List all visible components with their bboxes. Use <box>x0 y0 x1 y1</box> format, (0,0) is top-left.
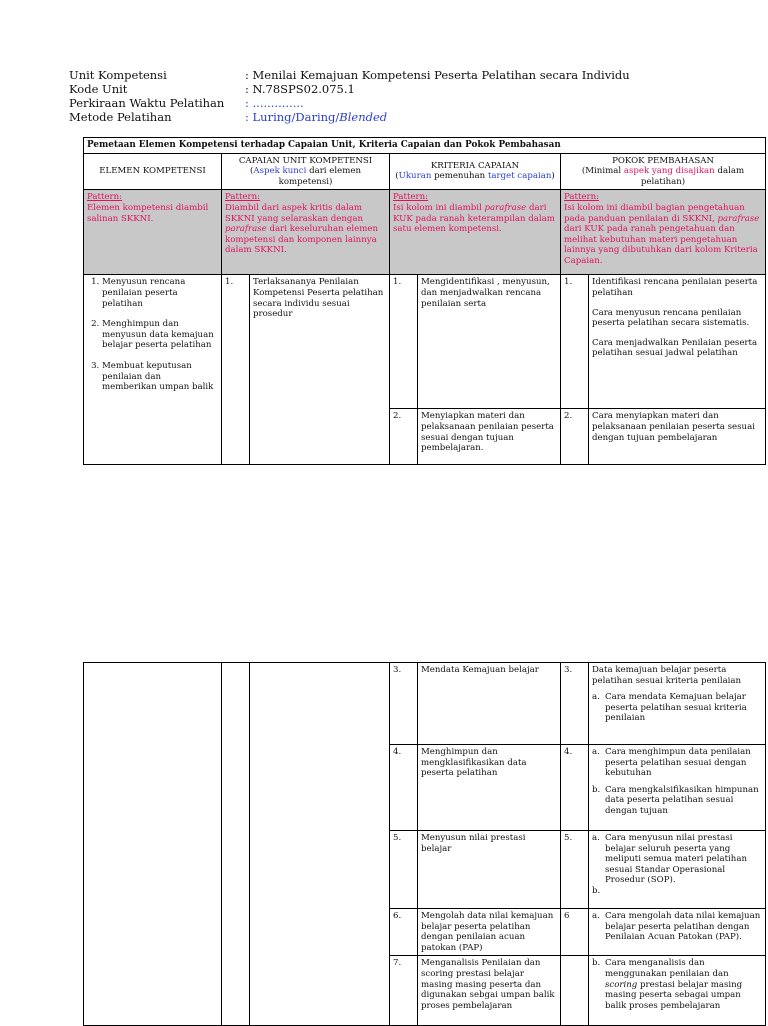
kriteria-text: Menyiapkan materi dan pelaksanaan penilaian peserta sesuai dengan tujuan pembelajaran. <box>418 409 561 465</box>
pattern-kriteria: Pattern: Isi kolom ini diambil parafrase dari KUK pada ranah keterampilan dalam satu elemen kompetensi. <box>390 190 561 275</box>
unit-info <box>69 68 630 124</box>
elemen-empty-cell <box>84 663 222 1026</box>
pokok-number: 2. <box>561 409 589 465</box>
waktu-value: : .............. <box>245 96 304 110</box>
kriteria-number: 5. <box>390 831 418 909</box>
metode-value: : Luring/Daring/Blended <box>245 110 388 124</box>
kriteria-text: Mendata Kemajuan belajar <box>418 663 561 745</box>
kode-label: Kode Unit <box>69 82 128 96</box>
kriteria-text: Mengolah data nilai kemajuan belajar peserta pelatihan dengan penilaian acuan patokan (PAP) <box>418 909 561 956</box>
kode-value: : N.78SPS02.075.1 <box>245 82 355 96</box>
pokok-text: b. Cara menganalisis dan menggunakan penilaian dan scoring prestasi belajar masing masing peserta sebagai umpan balik proses pembelajaran <box>589 956 766 1026</box>
pokok-number-empty <box>561 956 589 1026</box>
kriteria-number: 2. <box>390 409 418 465</box>
list-item: 3. Membuat keputusan penilaian dan memberikan umpan balik <box>102 361 218 393</box>
list-item: 2. Menghimpun dan menyusun data kemajuan belajar peserta pelatihan <box>102 319 218 351</box>
unit-value: : Menilai Kemajuan Kompetensi Peserta Pelatihan secara Individu <box>245 68 630 82</box>
capaian-number: 1. <box>222 275 250 465</box>
elemen-list-cell <box>84 275 222 465</box>
pattern-pokok: Pattern: Isi kolom ini diambil bagian pengetahuan pada panduan penilaian di SKKNI, parafrase dari KUK pada ranah pengetahuan dan melihat kebutuhan materi pengetahuan lainnya yang dibutuhkan dari kolom Kriteria Capaian. <box>561 190 766 275</box>
kriteria-number: 4. <box>390 745 418 831</box>
header-elemen: ELEMEN KOMPETENSI <box>84 153 222 190</box>
list-item: 1. Menyusun rencana penilaian peserta pelatihan <box>102 277 218 309</box>
pokok-number: 3. <box>561 663 589 745</box>
pokok-text: Data kemajuan belajar peserta pelatihan sesuai kriteria penilaian a. Cara mendata Kemajuan belajar peserta pelatihan sesuai kriteria penilaian <box>589 663 766 745</box>
kriteria-text: Menghimpun dan mengklasifikasikan data peserta pelatihan <box>418 745 561 831</box>
pokok-text: a. Cara menyusun nilai prestasi belajar seluruh peserta yang meliputi semua materi pelatihan sesuai Standar Operasional Prosedur (SOP). b. <box>589 831 766 909</box>
pokok-number: 6 <box>561 909 589 956</box>
capaian-number-empty <box>222 663 250 1026</box>
pokok-text: a. Cara mengolah data nilai kemajuan belajar peserta pelatihan dengan Penilaian Acuan Patokan (PAP). <box>589 909 766 956</box>
unit-label: Unit Kompetensi <box>69 68 167 82</box>
kriteria-text: Menganalisis Penilaian dan scoring prestasi belajar masing masing peserta dan digunakan sebgai umpan balik proses pembelajaran <box>418 956 561 1026</box>
metode-label: Metode Pelatihan <box>69 110 172 124</box>
pokok-text: Cara menyiapkan materi dan pelaksanaan penilaian peserta sesuai dengan tujuan pembelajaran <box>589 409 766 465</box>
kriteria-number: 3. <box>390 663 418 745</box>
capaian-empty-cell <box>250 663 390 1026</box>
pattern-capaian: Pattern: Diambil dari aspek kritis dalam SKKNI yang selaraskan dengan parafrase dari keseluruhan elemen kompetensi dan komponen lainnya dalam SKKNI. <box>222 190 390 275</box>
pokok-text: a. Cara menghimpun data penilaian peserta pelatihan sesuai dengan kebutuhan b. Cara mengkalsifikasikan himpunan data peserta pelatihan sesuai dengan tujuan <box>589 745 766 831</box>
pokok-number: 5. <box>561 831 589 909</box>
capaian-text: Terlaksananya Penilaian Kompetensi Peserta pelatihan secara individu sesuai prosedur <box>250 275 390 465</box>
kriteria-text: Menyusun nilai prestasi belajar <box>418 831 561 909</box>
elemen-list <box>87 277 218 392</box>
kriteria-number: 1. <box>390 275 418 409</box>
pattern-elemen: Pattern: Elemen kompetensi diambil salinan SKKNI. <box>84 190 222 275</box>
header-capaian: CAPAIAN UNIT KOMPETENSI (Aspek kunci dari elemen kompetensi) <box>222 153 390 190</box>
kriteria-number: 7. <box>390 956 418 1026</box>
header-pokok: POKOK PEMBAHASAN (Minimal aspek yang disajikan dalam pelatihan) <box>561 153 766 190</box>
mapping-table-1 <box>83 137 766 465</box>
mapping-table-2 <box>83 662 766 1026</box>
pokok-text: Identifikasi rencana penilaian peserta pelatihan Cara menyusun rencana penilaian peserta pelatihan secara sistematis. Cara menjadwalkan Penilaian peserta pelatihan sesuai jadwal pelatihan <box>589 275 766 409</box>
pokok-number: 1. <box>561 275 589 409</box>
kriteria-number: 6. <box>390 909 418 956</box>
kriteria-text: Mengidentifikasi , menyusun, dan menjadwalkan rencana penilaian serta <box>418 275 561 409</box>
table-title: Pemetaan Elemen Kompetensi terhadap Capaian Unit, Kriteria Capaian dan Pokok Pembahasan <box>84 138 766 154</box>
waktu-label: Perkiraan Waktu Pelatihan <box>69 96 225 110</box>
header-kriteria: KRITERIA CAPAIAN (Ukuran pemenuhan target capaian) <box>390 153 561 190</box>
pokok-number: 4. <box>561 745 589 831</box>
